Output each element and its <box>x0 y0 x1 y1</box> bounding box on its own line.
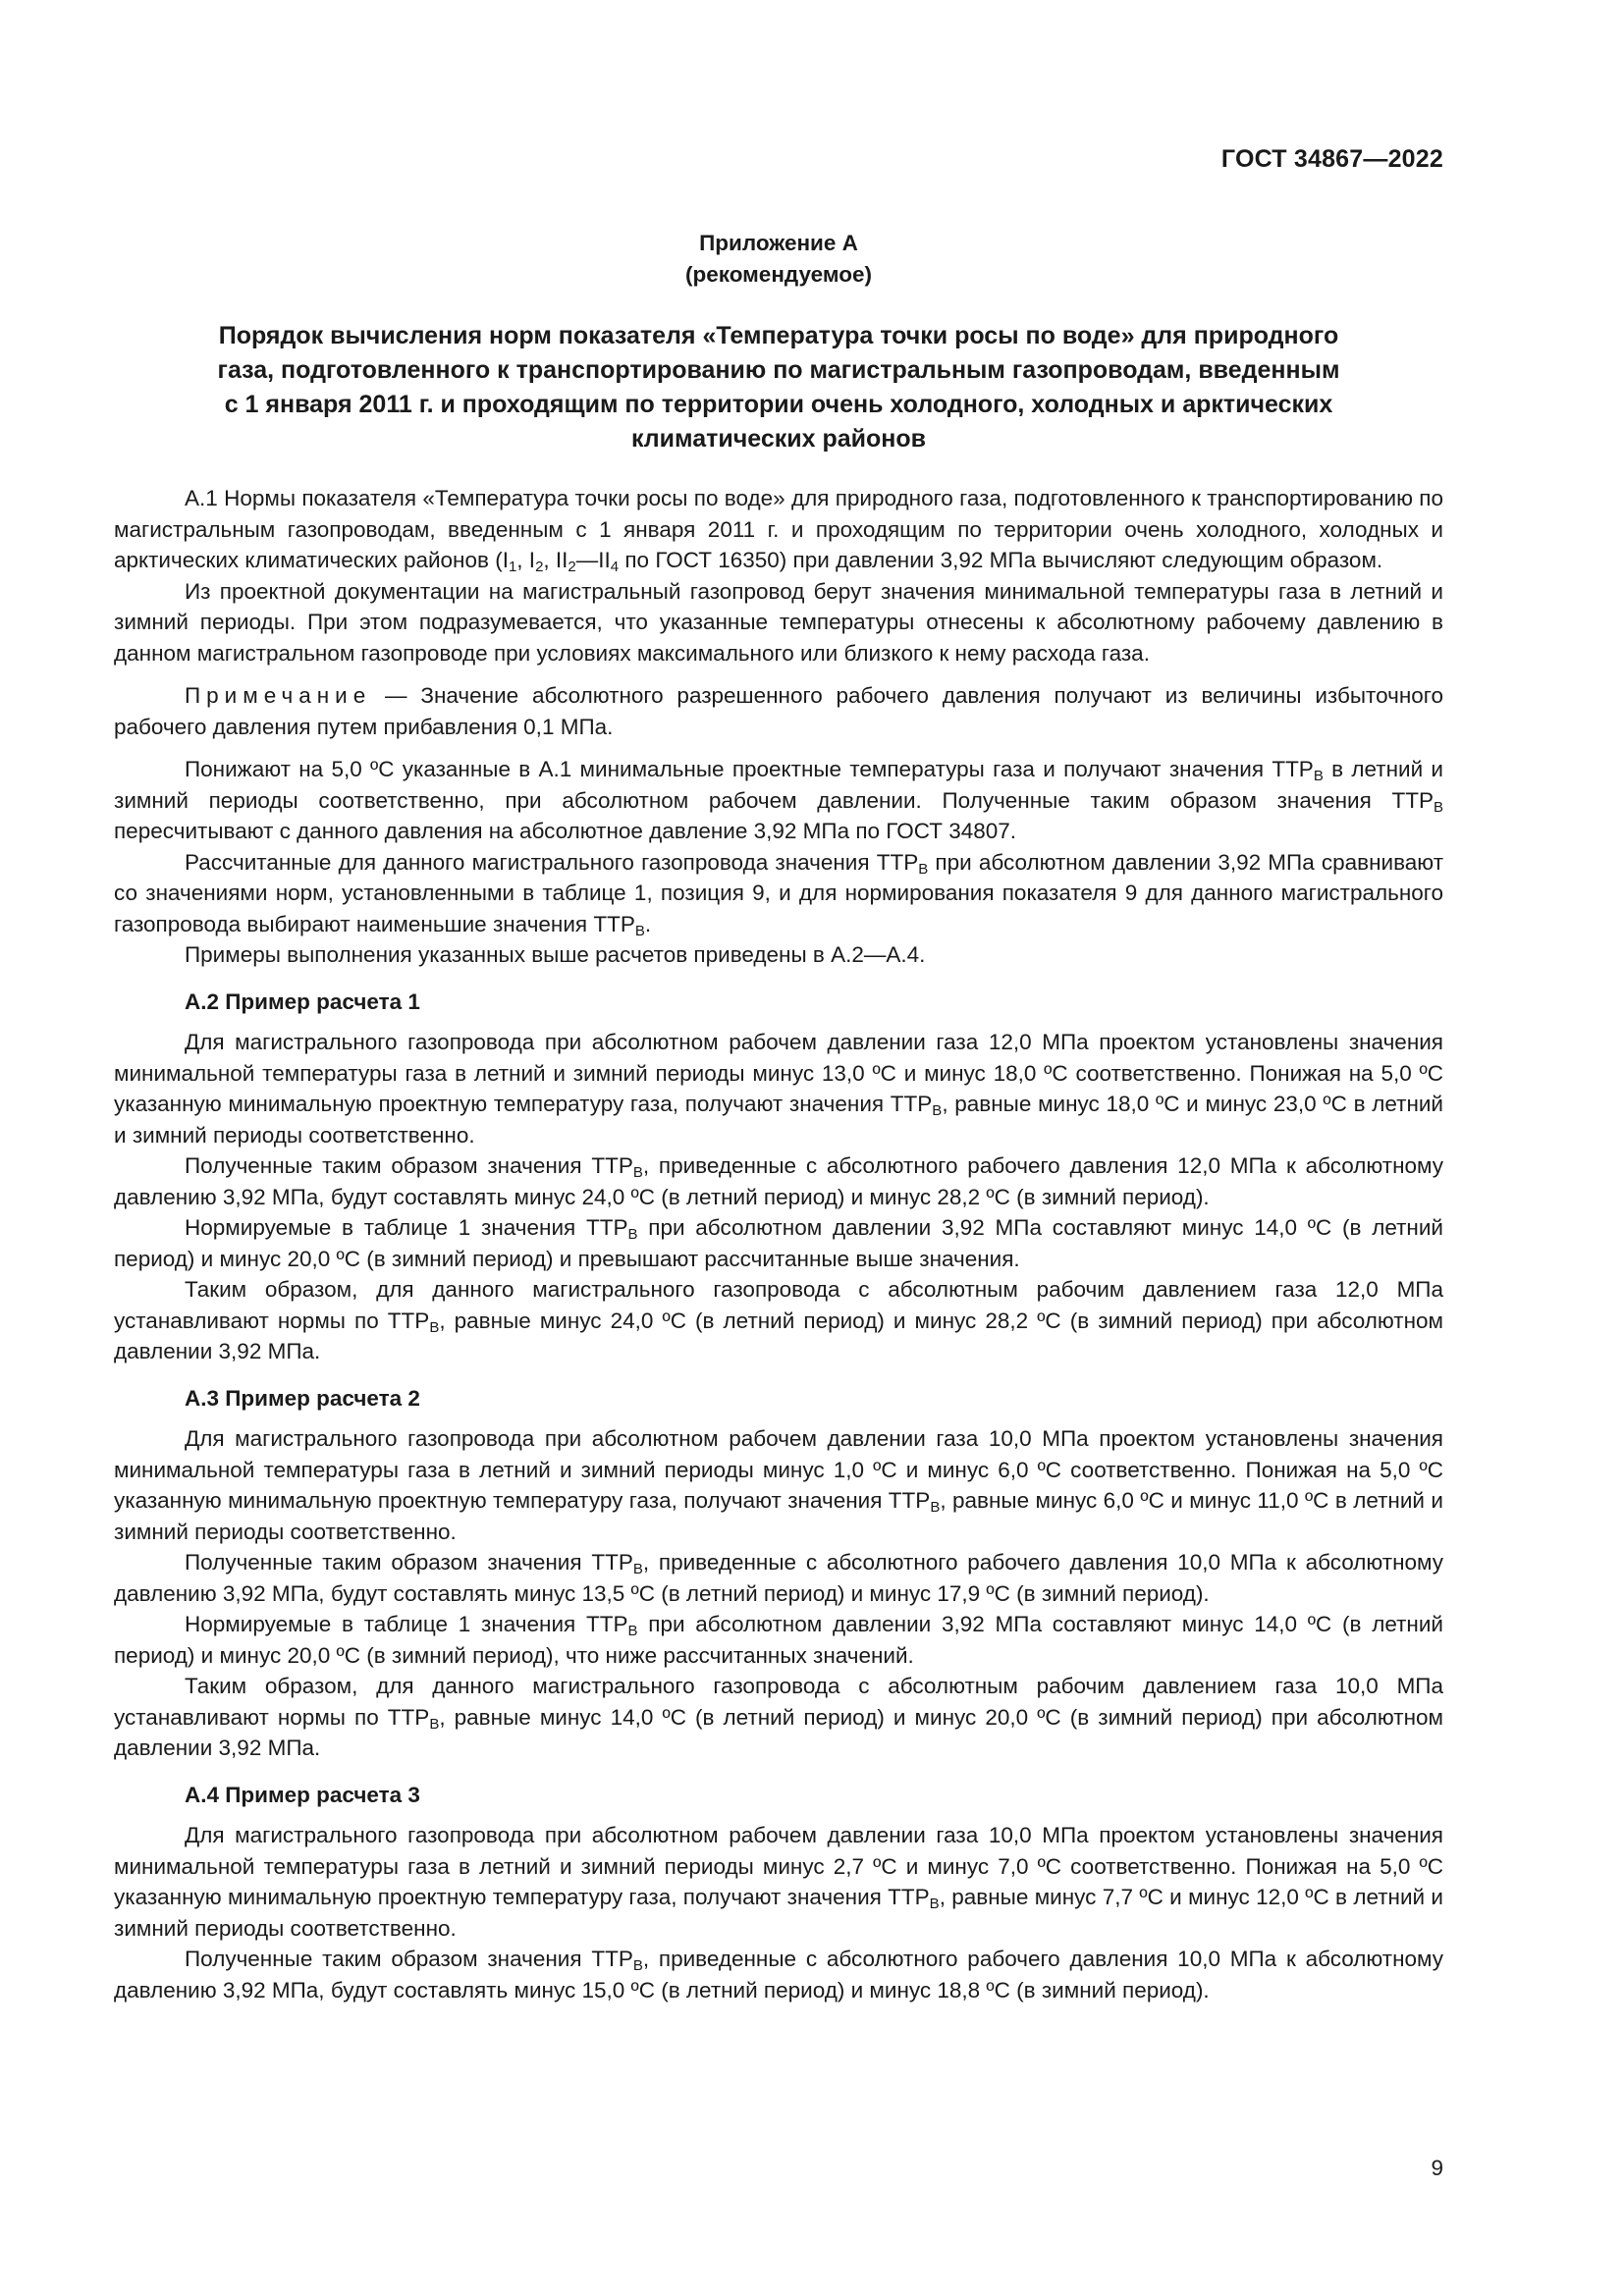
section-heading-a4: А.4 Пример расчета 3 <box>185 1782 420 1807</box>
appendix-status: (рекомендуемое) <box>685 262 872 287</box>
paragraph-a4-1: Для магистрального газопровода при абсолютном рабочем давлении газа 10,0 МПа проектом установлены значения минимальной температуры газа в летний и зимний периоды минус 2,7 ºC и минус 7,0 ºC соответственно. Понижая на 5,0 ºC указанную минимальную проектную температуру газа, получают значения $ТТР_В$, равные минус 7,7 ºC и минус 12,0 ºC в летний и зимний периоды соответственно. <box>114 1823 1444 1941</box>
paragraph-a2-3: Нормируемые в таблице 1 значения $ТТР_В$ при абсолютном давлении 3,92 МПа составляют минус 14,0 ºC (в летний период) и минус 20,0 ºC (в зимний период) и превышают рассчитанные выше значения. <box>114 1215 1443 1271</box>
paragraph-a3-4: Таким образом, для данного магистрального газопровода с абсолютным рабочим давлением газа 10,0 МПа устанавливают нормы по $ТТР_В$, равные минус 14,0 ºC (в летний период) и минус 20,0 ºC (в зимний период) при абсолютном давлении 3,92 МПа. <box>114 1674 1443 1760</box>
appendix-label: Приложение А <box>699 231 858 255</box>
section-heading-a3: А.3 Пример расчета 2 <box>185 1385 420 1411</box>
appendix-heading <box>114 228 1443 291</box>
note <box>114 680 1443 742</box>
paragraph-a3-3: Нормируемые в таблице 1 значения $ТТР_В$ при абсолютном давлении 3,92 МПа составляют минус 14,0 ºC (в летний период) и минус 20,0 ºC (в зимний период), что ниже рассчитанных значений. <box>114 1612 1443 1668</box>
paragraph-a1-comparison: Рассчитанные для данного магистрального газопровода значения $ТТР_В$ при абсолютном давлении 3,92 МПа сравнивают со значениями норм, установленными в таблице 1, позиция 9, и для нормирования показателя 9 для данного магистрального газопровода выбирают наименьшие значения $ТТР_В$. <box>114 849 1443 939</box>
section-heading-a2: А.2 Пример расчета 1 <box>185 988 420 1014</box>
standard-designation: ГОСТ 34867—2022 <box>1220 145 1443 173</box>
document-body <box>114 483 1443 2005</box>
paragraph-a1-lowering: Понижают на 5,0 ºC указанные в А.1 минимальные проектные температуры газа и получают значения $ТТР_В$ в летний и зимний периоды соответственно, при абсолютном рабочем давлении. Полученные таким образом значения $ТТР_В$ пересчитывают с данного давления на абсолютное давление 3,92 МПа по ГОСТ 34807. <box>114 757 1443 843</box>
page-number: 9 <box>1431 2156 1443 2180</box>
paragraph-a2-2: Полученные таким образом значения $ТТР_В$, приведенные с абсолютного рабочего давления 12,0 МПа к абсолютному давлению 3,92 МПа, будут составлять минус 24,0 ºC (в летний период) и минус 28,2 ºC (в зимний период). <box>114 1153 1443 1209</box>
title-line: с 1 января 2011 г. и проходящим по территории очень холодного, холодных и арктических <box>224 391 1333 418</box>
note-label: Примечание <box>185 683 372 708</box>
title-line: климатических районов <box>630 425 927 453</box>
paragraph-a1-examples: Примеры выполнения указанных выше расчетов приведены в А.2—А.4. <box>185 942 926 967</box>
title-line: Порядок вычисления норм показателя «Температура точки росы по воде» для природного <box>218 322 1339 349</box>
paragraph-a2-1: Для магистрального газопровода при абсолютном рабочем давлении газа 12,0 МПа проектом установлены значения минимальной температуры газа в летний и зимний периоды минус 13,0 ºC и минус 18,0 ºC соответственно. Понижая на 5,0 ºC указанную минимальную проектную температуру газа, получают значения $ТТР_В$, равные минус 18,0 ºC и минус 23,0 ºC в летний и зимний периоды соответственно. <box>114 1030 1444 1148</box>
paragraph-a3-1: Для магистрального газопровода при абсолютном рабочем давлении газа 10,0 МПа проектом установлены значения минимальной температуры газа в летний и зимний периоды минус 1,0 ºC и минус 6,0 ºC соответственно. Понижая на 5,0 ºC указанную минимальную проектную температуру газа, получают значения $ТТР_В$, равные минус 6,0 ºC и минус 11,0 ºC в летний и зимний периоды соответственно. <box>114 1426 1443 1544</box>
appendix-title <box>114 319 1443 456</box>
paragraph-a4-2: Полученные таким образом значения $ТТР_В$, приведенные с абсолютного рабочего давления 10,0 МПа к абсолютному давлению 3,92 МПа, будут составлять минус 15,0 ºC (в летний период) и минус 18,8 ºC (в зимний период). <box>114 1947 1443 2002</box>
note-text: — Значение абсолютного разрешенного рабочего давления получают из величины избыточного рабочего давления путем прибавления 0,1 МПа. <box>114 683 1443 739</box>
title-line: газа, подготовленного к транспортированию по магистральным газопроводам, введенным <box>217 356 1340 384</box>
paragraph-a3-2: Полученные таким образом значения $ТТР_В$, приведенные с абсолютного рабочего давления 10,0 МПа к абсолютному давлению 3,92 МПа, будут составлять минус 13,5 ºC (в летний период) и минус 17,9 ºC (в зимний период). <box>114 1550 1443 1606</box>
paragraph-a1-design-docs: Из проектной документации на магистральный газопровод берут значения минимальной температуры газа в летний и зимний периоды. При этом подразумевается, что указанные температуры отнесены к абсолютному рабочему давлению в данном магистральном газопроводе при условиях максимального или близкого к нему расхода газа. <box>114 578 1443 666</box>
paragraph-a1-norms: А.1 Нормы показателя «Температура точки росы по воде» для природного газа, подготовленного к транспортированию по магистральным газопроводам, введенным с 1 января 2011 г. и проходящим по территории очень холодного, холодных и арктических климатических районов ($I_1$, $I_2$, $II_2—II_4$ по ГОСТ 16350) при давлении 3,92 МПа вычисляют следующим образом. <box>114 486 1443 575</box>
document-page <box>114 0 1443 2296</box>
paragraph-a2-4: Таким образом, для данного магистрального газопровода с абсолютным рабочим давлением газа 12,0 МПа устанавливают нормы по $ТТР_В$, равные минус 24,0 ºC (в летний период) и минус 28,2 ºC (в зимний период) при абсолютном давлении 3,92 МПа. <box>114 1277 1443 1363</box>
